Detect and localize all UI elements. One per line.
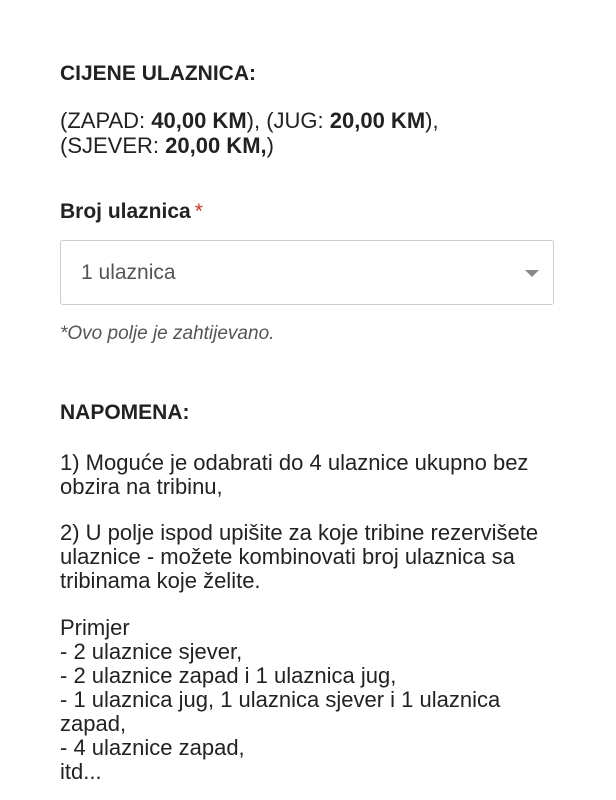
prices-text <box>60 108 560 158</box>
jug-end: ), <box>425 108 439 133</box>
chevron-down-icon <box>525 270 539 277</box>
prices-title: CIJENE ULAZNICA: <box>60 62 257 85</box>
jug-label: ), (JUG: <box>246 108 330 133</box>
ticket-count-label-text: Broj ulaznica <box>60 200 191 223</box>
example-title: Primjer <box>60 615 130 640</box>
example-item: - 2 ulaznice sjever, <box>60 639 243 664</box>
required-star: * <box>194 200 203 223</box>
note-point-2: 2) U polje ispod upišite za koje tribine rezervišete ulaznice - možete kombinovati broj ulaznica sa tribinama koje želite. <box>60 520 539 593</box>
example-item: - 4 ulaznice zapad, <box>60 735 245 760</box>
ticket-count-label <box>60 200 203 224</box>
sjever-price: 20,00 KM, <box>165 133 267 158</box>
example-item: - 1 ulaznica jug, 1 ulaznica sjever i 1 ulaznica zapad, <box>60 687 501 736</box>
sjever-end: ) <box>266 133 274 158</box>
zapad-price: 40,00 KM <box>151 108 247 133</box>
zapad-label: (ZAPAD: <box>60 108 152 133</box>
required-note: *Ovo polje je zahtijevano. <box>60 323 275 344</box>
note-title: NAPOMENA: <box>60 401 190 424</box>
example-item: - 2 ulaznice zapad i 1 ulaznica jug, <box>60 663 397 688</box>
ticket-count-select[interactable] <box>60 240 554 305</box>
note-point-1: 1) Moguće je odabrati do 4 ulaznice ukupno bez obzira na tribinu, <box>60 450 529 499</box>
jug-price: 20,00 KM <box>329 108 426 133</box>
ticket-count-selected-value: 1 ulaznica <box>81 261 176 284</box>
example-block <box>60 616 560 784</box>
sjever-label: (SJEVER: <box>60 133 166 158</box>
example-item: itd... <box>60 759 102 784</box>
